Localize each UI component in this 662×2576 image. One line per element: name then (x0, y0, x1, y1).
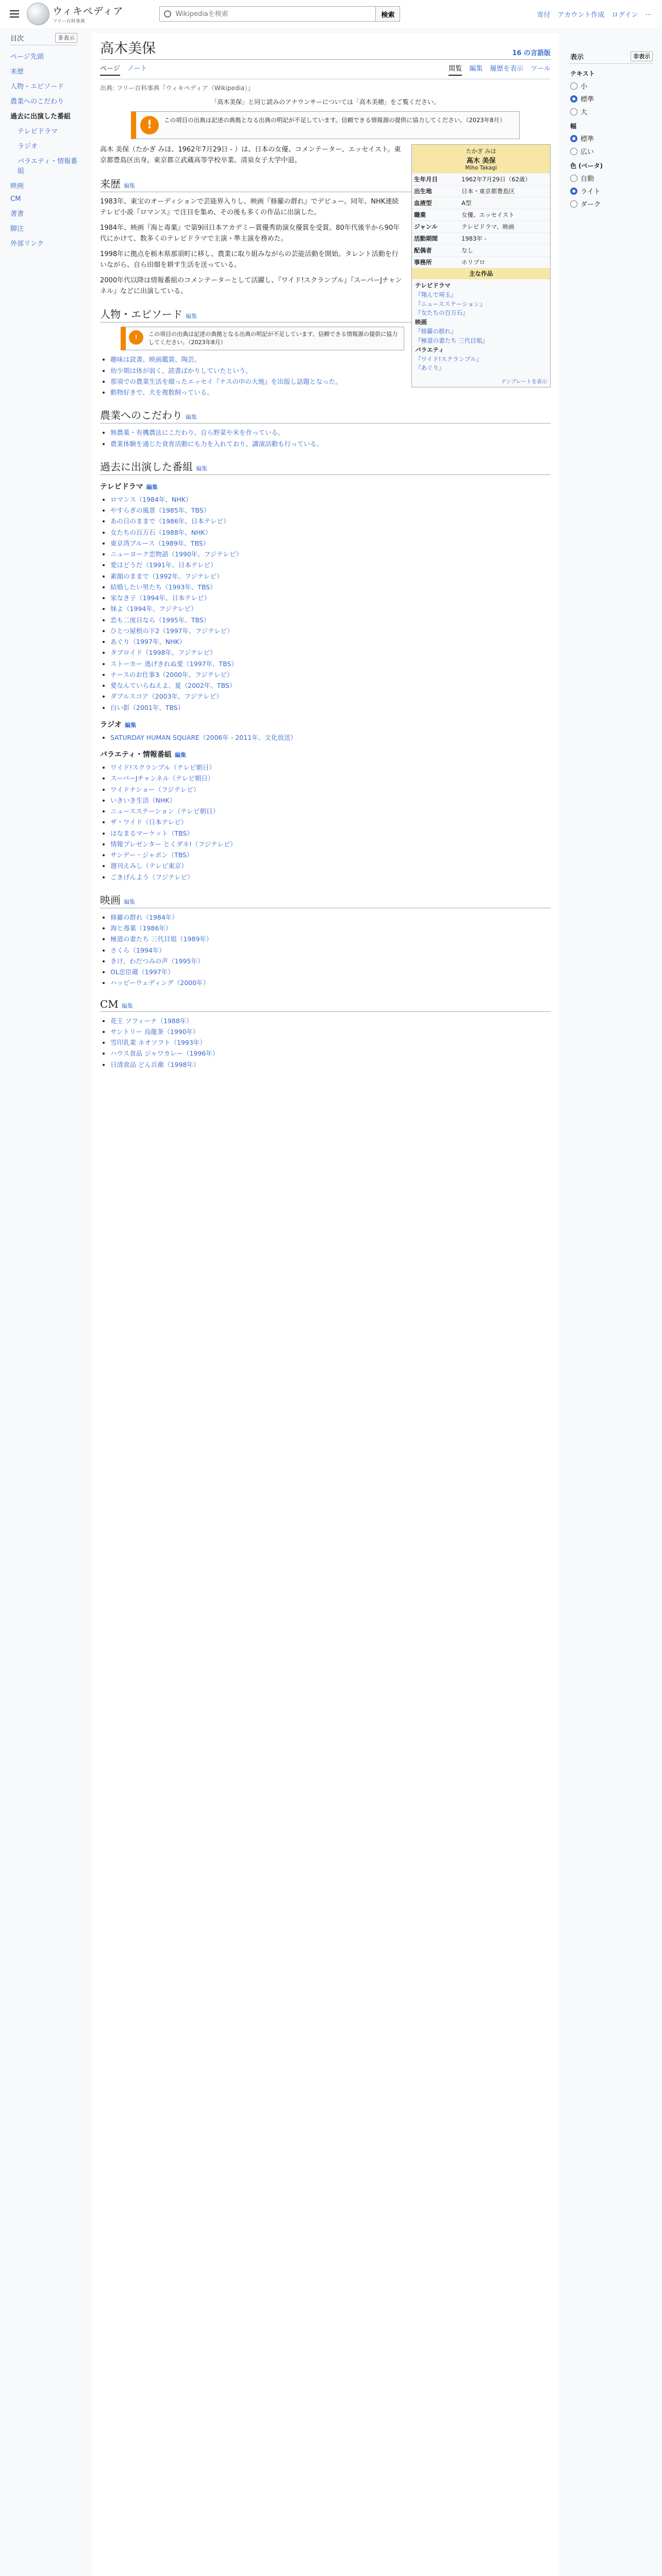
hatnote: 「高木美保」と同じ読みのアナウンサーについては「高木美穂」をご覧ください。 (211, 98, 440, 106)
variety-item (110, 785, 551, 795)
infobox-row (412, 197, 550, 209)
toc-item-books[interactable]: 著書 (10, 210, 24, 218)
cm-list (110, 1016, 551, 1070)
variety-item-link[interactable]: ワイドナショー（フジテレビ） (110, 785, 200, 793)
text-size-standard[interactable]: 標準 (570, 94, 653, 104)
toc-item-top[interactable]: ページ先頭 (10, 53, 44, 61)
drama-item-link[interactable]: やすらぎの風景（1985年、TBS） (110, 506, 210, 514)
toc-header (10, 33, 77, 45)
drama-item-link[interactable]: 東京湾ブルース（1989年、TBS） (110, 539, 210, 547)
drama-item (110, 691, 551, 702)
site-logo[interactable] (27, 3, 123, 25)
edit-link[interactable]: 編集 (196, 465, 207, 472)
infobox-value: テレビドラマ、映画 (461, 223, 515, 230)
variety-list (110, 762, 551, 883)
infobox-work[interactable]: 映画 (415, 318, 427, 326)
drama-item (110, 626, 551, 636)
user-links (537, 9, 652, 19)
drama-item (110, 703, 551, 713)
drama-item (110, 549, 551, 560)
infobox-row (412, 244, 550, 256)
text-size-label: テキスト (570, 70, 595, 77)
movie-item (110, 956, 551, 967)
variety-item (110, 817, 551, 827)
infobox-work[interactable]: バラエティ (415, 346, 444, 353)
drama-item (110, 505, 551, 516)
color-label: 色 (ベータ) (570, 162, 603, 170)
edit-link[interactable]: 編集 (186, 313, 197, 320)
cm-item (110, 1048, 551, 1059)
farm-item-link[interactable]: 農業体験を通じた食育活動にも力を入れており、講演活動も行っている。 (110, 439, 323, 448)
variety-item (110, 872, 551, 883)
drama-list (110, 495, 551, 713)
infobox-work[interactable]: 『女たちの百万石』 (415, 309, 469, 317)
width-standard[interactable]: 標準 (570, 133, 653, 143)
history-paragraph: 2000年代以降は情報番組のコメンテーターとして活躍し、『ワイド!スクランブル』『スーパーJチャンネル』などに出演している。 (100, 276, 402, 295)
edit-link[interactable]: 編集 (186, 414, 197, 421)
variety-item-link[interactable]: いきいき生活（NHK） (110, 796, 176, 804)
language-button[interactable]: 16 の言語版 (512, 49, 551, 57)
drama-item-link[interactable]: 白い影（2001年、TBS） (110, 703, 185, 711)
infobox-work[interactable]: テレビドラマ (415, 282, 451, 289)
site-header (0, 0, 662, 28)
toc-item-notes[interactable]: 脚注 (10, 225, 24, 233)
infobox-value: 女優、エッセイスト (461, 211, 515, 218)
farm-item (110, 439, 551, 449)
radio-selected-icon (570, 95, 577, 103)
title-row (100, 37, 551, 60)
search-input[interactable] (175, 10, 371, 18)
text-size-small[interactable]: 小 (570, 81, 653, 91)
toc-item-history[interactable]: 来歴 (10, 68, 24, 76)
drama-item-link[interactable]: ストーカー 逃げきれぬ愛（1997年、TBS） (110, 659, 238, 668)
infobox-work[interactable]: 『あぐり』 (415, 364, 445, 372)
variety-item-link[interactable]: はなまるマーケット（TBS） (110, 829, 193, 837)
radio-item-link[interactable]: SATURDAY HUMAN SQUARE（2006年 - 2011年、文化放送） (110, 733, 297, 741)
infobox-key: 出生地 (414, 188, 432, 195)
drama-item (110, 648, 551, 658)
drama-item (110, 615, 551, 625)
variety-item-link[interactable]: ニュースステーション（テレビ朝日） (110, 807, 219, 815)
login-link[interactable]: ログイン (611, 11, 638, 19)
tab-tools[interactable]: ツール (531, 65, 551, 73)
drama-item (110, 637, 551, 647)
drama-item-link[interactable]: 女たちの百万石（1988年、NHK） (110, 528, 212, 536)
drama-item (110, 681, 551, 691)
infobox-key: 生年月日 (414, 176, 438, 183)
infobox-furigana: たかぎ みほ (466, 148, 496, 155)
infobox-key: 配偶者 (414, 247, 432, 254)
radio-icon (570, 108, 577, 115)
edit-link[interactable]: 編集 (146, 483, 158, 490)
history-paragraph: 1998年に拠点を栃木県那須町に移し、農業に取り組みながらの芸能活動を開始。タレント活動を行いながら、自ら田畑を耕す生活を送っている。 (100, 250, 399, 269)
subsection-radio: ラジオ 編集 (100, 720, 136, 729)
cm-item-link[interactable]: 雪印乳業 ネオソフト（1993年） (110, 1039, 206, 1046)
citation-notice-text: この項目の出典は記述の典拠となる出典の明記が不足しています。信頼できる情報源の提供に協力してください。（2023年8月） (164, 116, 506, 124)
cm-item (110, 1027, 551, 1037)
appearance-panel (570, 52, 653, 212)
cm-item-link[interactable]: 花王 ソフィーナ（1988年） (110, 1016, 193, 1025)
movie-item (110, 912, 551, 923)
citation-notice (131, 111, 520, 139)
variety-item (110, 795, 551, 806)
movie-item (110, 978, 551, 988)
page-title: 高木美保 (100, 41, 156, 57)
width-label: 幅 (570, 123, 577, 130)
edit-link[interactable]: 編集 (125, 721, 136, 728)
drama-item-link[interactable]: あぐり（1997年、NHK） (110, 638, 186, 646)
tab-page[interactable]: ページ (100, 63, 120, 76)
toc-item-person[interactable]: 人物・エピソード (10, 83, 64, 91)
infobox-work[interactable]: 『修羅の群れ』 (415, 328, 457, 335)
toc-item-radio[interactable]: ラジオ (18, 143, 38, 150)
search-form (159, 6, 400, 22)
history-paragraph: 1983年、東宝のオーディションで芸能界入りし、映画『修羅の群れ』でデビュー。同年、NHK連続テレビ小説『ロマンス』で注目を集め、その後も多くの作品に出演した。 (100, 197, 399, 217)
variety-item-link[interactable]: 週刊えみし（テレビ東京） (110, 862, 188, 870)
search-icon (164, 10, 171, 18)
intro-paragraph: 高木 美保（たかぎ みほ、1962年7月29日 - ）は、日本の女優、コメンテーター、エッセイスト。東京都豊島区出身。東京都立武蔵高等学校卒業、清泉女子大学中退。 (100, 146, 401, 165)
person-item-link[interactable]: 那須での農業生活を綴ったエッセイ『ナスの中の大地』を出版し話題となった。 (110, 377, 342, 385)
farm-item-link[interactable]: 無農薬・有機農法にこだわり、自ら野菜や米を作っている。 (110, 429, 285, 437)
logo-title: ウィキペディア (53, 6, 124, 17)
movie-item (110, 945, 551, 956)
variety-item (110, 839, 551, 850)
infobox (411, 144, 551, 387)
person-item (110, 387, 551, 398)
drama-item-link[interactable]: 妹よ（1994年、フジテレビ） (110, 605, 197, 613)
variety-item-link[interactable]: ザ・ワイド（日本テレビ） (110, 818, 188, 826)
section-history: 来歴 編集 (100, 176, 551, 192)
toc-title: 目次 (10, 35, 24, 43)
cm-item (110, 1016, 551, 1026)
variety-item (110, 861, 551, 871)
infobox-work[interactable]: 『ワイド!スクランブル』 (415, 355, 483, 363)
article-content (92, 33, 559, 2576)
infobox-row (412, 173, 550, 185)
section-cm: CM 編集 (100, 998, 551, 1012)
radio-icon (570, 200, 577, 208)
toc-item-movie[interactable]: 映画 (10, 182, 24, 190)
tab-history[interactable]: 履歴を表示 (490, 65, 524, 73)
tab-talk[interactable]: ノート (127, 65, 147, 73)
variety-item (110, 773, 551, 784)
drama-item (110, 528, 551, 538)
person-item-link[interactable]: 動物好きで、犬を複数飼っている。 (110, 388, 213, 396)
drama-item-link[interactable]: 恋も二度目なら（1995年、TBS） (110, 616, 210, 624)
tab-edit[interactable]: 編集 (469, 65, 483, 73)
infobox-value: 1983年 - (461, 235, 487, 242)
infobox-row (412, 232, 550, 244)
movie-item-link[interactable]: OL忠臣蔵（1997年） (110, 968, 174, 976)
drama-item (110, 670, 551, 680)
cm-item (110, 1038, 551, 1048)
edit-link[interactable]: 編集 (121, 1002, 133, 1009)
infobox-romaji: Miho Takagi (465, 165, 497, 171)
cm-item-link[interactable]: 日清食品 どん兵衛（1998年） (110, 1060, 200, 1069)
radio-item (110, 733, 551, 743)
width-wide[interactable]: 広い (570, 146, 653, 156)
infobox-key: 血液型 (414, 199, 432, 207)
movie-list (110, 912, 551, 989)
infobox-name: 高木 美保 (466, 157, 496, 165)
toc-hide-button[interactable]: 非表示 (55, 33, 77, 43)
drama-item (110, 571, 551, 582)
variety-item (110, 850, 551, 860)
drama-item-link[interactable]: 結婚したい男たち（1993年、TBS） (110, 583, 217, 591)
drama-item (110, 538, 551, 549)
variety-item (110, 806, 551, 817)
infobox-key: ジャンル (414, 223, 438, 230)
variety-item (110, 828, 551, 839)
drama-item (110, 560, 551, 570)
toc-item-past-programs[interactable]: 過去に出演した番組 (10, 113, 71, 121)
color-light[interactable]: ライト (570, 186, 653, 196)
infobox-row (412, 185, 550, 197)
drama-item-link[interactable]: ニューヨーク恋物語（1990年、フジテレビ） (110, 550, 243, 558)
infobox-key: 事務所 (414, 259, 432, 266)
warning-icon: ! (140, 116, 159, 134)
color-dark[interactable]: ダーク (570, 199, 653, 209)
section-person: 人物・エピソード 編集 (100, 306, 551, 323)
appearance-title: 表示 (570, 54, 584, 61)
section-past-programs: 過去に出演した番組 編集 (100, 459, 551, 475)
infobox-value: 日本・東京都豊島区 (461, 188, 515, 195)
trivia-notice (121, 327, 404, 350)
search-button[interactable]: 検索 (376, 6, 400, 22)
infobox-row (412, 221, 550, 232)
toc-item-links[interactable]: 外部リンク (10, 240, 44, 248)
drama-item-link[interactable]: タブロイド（1998年、フジテレビ） (110, 649, 217, 657)
drama-item (110, 516, 551, 527)
movie-item (110, 934, 551, 944)
cm-item-link[interactable]: サントリー 烏龍茶（1990年） (110, 1027, 200, 1036)
more-options-icon[interactable]: ... (645, 9, 652, 17)
infobox-value: なし (461, 247, 473, 254)
section-movie: 映画 編集 (100, 892, 551, 908)
infobox-header (412, 145, 550, 173)
page-tabs (100, 63, 551, 79)
infobox-value: 1962年7月29日（62歳） (461, 176, 531, 183)
person-item-link[interactable]: 趣味は読書、映画鑑賞、陶芸。 (110, 355, 201, 364)
variety-item-link[interactable]: スーパーJチャンネル（テレビ朝日） (110, 774, 214, 783)
infobox-works (412, 279, 550, 375)
edit-link[interactable]: 編集 (174, 752, 186, 758)
infobox-key: 活動期間 (414, 235, 438, 242)
movie-item-link[interactable]: ハッピーウェディング（2000年） (110, 979, 210, 987)
appearance-header (570, 52, 653, 64)
variety-item-link[interactable]: サンデー・ジャポン（TBS） (110, 851, 193, 859)
toc-item-drama[interactable]: テレビドラマ (18, 128, 58, 135)
movie-item-link[interactable]: 修羅の群れ（1984年） (110, 913, 178, 921)
radio-icon (570, 82, 577, 90)
drama-item-link[interactable]: 愛なんていらねえよ、夏（2002年、TBS） (110, 682, 236, 689)
variety-item-link[interactable]: ワイド!スクランブル（テレビ朝日） (110, 764, 216, 771)
drama-item-link[interactable]: あの日のままで（1986年、日本テレビ） (110, 517, 230, 526)
radio-icon (570, 148, 577, 155)
movie-item-link[interactable]: 海と毒薬（1986年） (110, 924, 172, 932)
toc-item-farm[interactable]: 農業へのこだわり (10, 98, 64, 106)
radio-icon (570, 175, 577, 182)
drama-item-link[interactable]: ひとつ屋根の下2（1997年、フジテレビ） (110, 626, 234, 635)
infobox-key: 職業 (414, 211, 426, 218)
radio-selected-icon (570, 135, 577, 142)
infobox-value: ホリプロ (461, 259, 485, 266)
logo-subtitle: フリー百科事典 (53, 19, 85, 24)
drama-item (110, 582, 551, 592)
radio-list (110, 733, 551, 743)
drama-item (110, 593, 551, 603)
tab-read[interactable]: 閲覧 (449, 63, 462, 76)
movie-item (110, 923, 551, 934)
template-link[interactable]: テンプレートを表示 (501, 379, 547, 385)
radio-selected-icon (570, 188, 577, 195)
warning-icon: ! (129, 330, 143, 345)
toc-item-cm[interactable]: CM (10, 195, 21, 203)
drama-item-link[interactable]: 素顔のままで（1992年、フジテレビ） (110, 572, 223, 580)
cm-item-link[interactable]: ハウス食品 ジャワカレー（1996年） (110, 1049, 219, 1058)
text-size-large[interactable]: 大 (570, 107, 653, 116)
toc-item-variety[interactable]: バラエティ・情報番組 (18, 158, 77, 175)
menu-icon[interactable] (5, 5, 24, 23)
drama-item (110, 495, 551, 505)
infobox-row (412, 256, 550, 268)
drama-item (110, 604, 551, 614)
infobox-work[interactable]: 『翔んで埼玉』 (415, 291, 457, 298)
cm-item (110, 1060, 551, 1070)
infobox-work[interactable]: 『極道の妻たち 三代目姐』 (415, 336, 488, 344)
drama-item-link[interactable]: ダブルスコア（2003年、フジテレビ） (110, 692, 223, 701)
movie-item (110, 967, 551, 977)
drama-item-link[interactable]: ロマンス（1984年、NHK） (110, 495, 192, 503)
subsection-drama: テレビドラマ 編集 (100, 482, 158, 491)
article-source: 出典: フリー百科事典『ウィキペディア（Wikipedia）』 (100, 84, 254, 92)
wikipedia-globe-icon (27, 3, 49, 25)
drama-item-link[interactable]: ナースのお仕事3（2000年、フジテレビ） (110, 670, 234, 679)
subsection-variety: バラエティ・情報番組 編集 (100, 751, 186, 759)
infobox-row (412, 209, 550, 221)
drama-item-link[interactable]: 家なき子（1994年、日本テレビ） (110, 594, 211, 602)
edit-link[interactable]: 編集 (124, 898, 135, 905)
color-auto[interactable]: 自動 (570, 173, 653, 183)
farm-list (110, 428, 551, 449)
create-account-link[interactable]: アカウント作成 (557, 11, 605, 19)
donate-link[interactable]: 寄付 (537, 11, 551, 19)
drama-item (110, 659, 551, 669)
variety-item (110, 762, 551, 773)
movie-item-link[interactable]: 極道の妻たち 三代目姐（1989年） (110, 935, 213, 943)
edit-link[interactable]: 編集 (124, 182, 135, 189)
appearance-hide-button[interactable]: 非表示 (631, 52, 653, 61)
movie-item-link[interactable]: きけ、わだつみの声（1995年） (110, 957, 204, 965)
drama-item-link[interactable]: 愛はどうだ（1991年、日本テレビ） (110, 561, 217, 569)
infobox-works-title: 主な作品 (412, 268, 550, 279)
search-box (159, 6, 376, 22)
section-farm: 農業へのこだわり 編集 (100, 407, 551, 423)
history-paragraph: 1984年、映画『海と毒薬』で第9回日本アカデミー賞優秀助演女優賞を受賞。80年代後半から90年代にかけて、数多くのテレビドラマで主演・準主演を務めた。 (100, 224, 400, 243)
infobox-work[interactable]: 『ニュースステーション』 (415, 300, 486, 308)
variety-item-link[interactable]: 情報プレゼンター とくダネ!（フジテレビ） (110, 840, 237, 848)
trivia-notice-text: この項目の出典は記述の典拠となる出典の明記が不足しています。信頼できる情報源の提供に協力してください。（2023年8月） (148, 331, 398, 346)
movie-item-link[interactable]: さくら（1994年） (110, 946, 166, 954)
farm-item (110, 428, 551, 438)
person-item-link[interactable]: 幼少期は体が弱く、読書ばかりしていたという。 (110, 366, 252, 375)
toc-sidebar (10, 33, 77, 250)
infobox-value: A型 (461, 199, 472, 207)
variety-item-link[interactable]: ごきげんよう（フジテレビ） (110, 873, 194, 881)
